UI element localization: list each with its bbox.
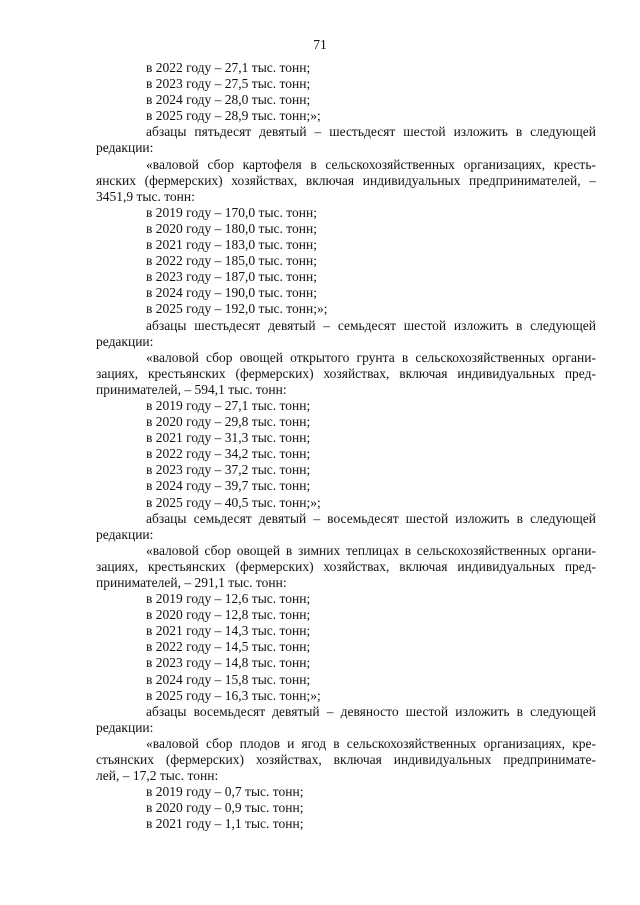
paragraph-line: зациях, крестьянских (фермерских) хозяйствах, включая индивидуальных пред-	[96, 365, 596, 381]
paragraph-line: абзацы шестьдесят девятый – семьдесят шестой изложить в следующей	[146, 317, 596, 333]
paragraph-line: «валовой сбор овощей открытого грунта в сельскохозяйственных органи-	[146, 349, 596, 365]
list-item: в 2021 году – 31,3 тыс. тонн;	[146, 430, 311, 446]
paragraph-line: принимателей, – 594,1 тыс. тонн:	[96, 381, 287, 397]
paragraph	[96, 736, 596, 784]
paragraph-line: принимателей, – 291,1 тыс. тонн:	[96, 575, 287, 590]
list-item: в 2025 году – 40,5 тыс. тонн;»;	[146, 494, 321, 510]
paragraph-line: абзацы пятьдесят девятый – шестьдесят шестой изложить в следующей	[146, 124, 596, 140]
list-item: в 2025 году – 192,0 тыс. тонн;»;	[146, 301, 328, 317]
list-item: в 2023 году – 187,0 тыс. тонн;	[146, 269, 317, 285]
paragraph-line: лей, – 17,2 тыс. тонн:	[96, 768, 219, 784]
paragraph	[96, 124, 596, 156]
paragraph	[96, 511, 596, 543]
list-item: в 2022 году – 27,1 тыс. тонн;	[146, 60, 311, 75]
list-item: в 2022 году – 34,2 тыс. тонн;	[146, 446, 311, 462]
list-item: в 2019 году – 12,6 тыс. тонн;	[146, 591, 311, 607]
paragraph-line: редакции:	[96, 333, 154, 349]
list-item: в 2024 году – 39,7 тыс. тонн;	[146, 478, 311, 494]
list-item: в 2019 году – 0,7 тыс. тонн;	[146, 784, 304, 800]
paragraph-line: стьянских (фермерских) хозяйствах, включая индивидуальных предпринимате-	[96, 752, 596, 768]
paragraph-line: зациях, крестьянских (фермерских) хозяйствах, включая индивидуальных пред-	[96, 558, 596, 574]
paragraph	[96, 543, 596, 591]
list-item: в 2021 году – 14,3 тыс. тонн;	[146, 623, 311, 639]
document-body	[96, 60, 596, 833]
list-item: в 2020 году – 12,8 тыс. тонн;	[146, 607, 311, 623]
list-item: в 2025 году – 28,9 тыс. тонн;»;	[146, 108, 321, 124]
paragraph-line: «валовой сбор картофеля в сельскохозяйственных организациях, кресть-	[146, 156, 596, 172]
list-item: в 2019 году – 27,1 тыс. тонн;	[146, 397, 311, 413]
paragraph-line: «валовой сбор плодов и ягод в сельскохозяйственных организациях, кре-	[146, 735, 596, 751]
list-item: в 2022 году – 14,5 тыс. тонн;	[146, 639, 311, 655]
list-item: в 2023 году – 37,2 тыс. тонн;	[146, 462, 311, 478]
list-item: в 2020 году – 180,0 тыс. тонн;	[146, 220, 317, 236]
paragraph	[96, 157, 596, 205]
list-item: в 2020 году – 0,9 тыс. тонн;	[146, 800, 304, 816]
paragraph-line: абзацы семьдесят девятый – восемьдесят шестой изложить в следующей	[146, 510, 596, 526]
paragraph	[96, 350, 596, 398]
paragraph-line: редакции:	[96, 140, 154, 156]
list-item: в 2025 году – 16,3 тыс. тонн;»;	[146, 687, 321, 703]
page-number: 71	[313, 37, 327, 52]
list-item: в 2021 году – 1,1 тыс. тонн;	[146, 816, 304, 832]
paragraph-line: редакции:	[96, 719, 154, 735]
list-item: в 2019 году – 170,0 тыс. тонн;	[146, 204, 317, 220]
list-item: в 2024 году – 15,8 тыс. тонн;	[146, 671, 311, 687]
list-item: в 2022 году – 185,0 тыс. тонн;	[146, 253, 317, 269]
paragraph-line: «валовой сбор овощей в зимних теплицах в сельскохозяйственных органи-	[146, 542, 596, 558]
list-item: в 2021 году – 183,0 тыс. тонн;	[146, 237, 317, 253]
list-item: в 2023 году – 27,5 тыс. тонн;	[146, 76, 311, 92]
list-item: в 2024 году – 190,0 тыс. тонн;	[146, 285, 317, 301]
list-item: в 2024 году – 28,0 тыс. тонн;	[146, 92, 311, 108]
paragraph	[96, 318, 596, 350]
list-item: в 2023 году – 14,8 тыс. тонн;	[146, 655, 311, 671]
list-item: в 2020 году – 29,8 тыс. тонн;	[146, 414, 311, 430]
paragraph-line: абзацы восемьдесят девятый – девяносто шестой изложить в следующей	[146, 703, 596, 719]
paragraph-line: янских (фермерских) хозяйствах, включая индивидуальных предпринимателей, –	[96, 172, 596, 188]
paragraph-line: редакции:	[96, 526, 154, 542]
paragraph-line: 3451,9 тыс. тонн:	[96, 188, 195, 204]
paragraph	[96, 704, 596, 736]
